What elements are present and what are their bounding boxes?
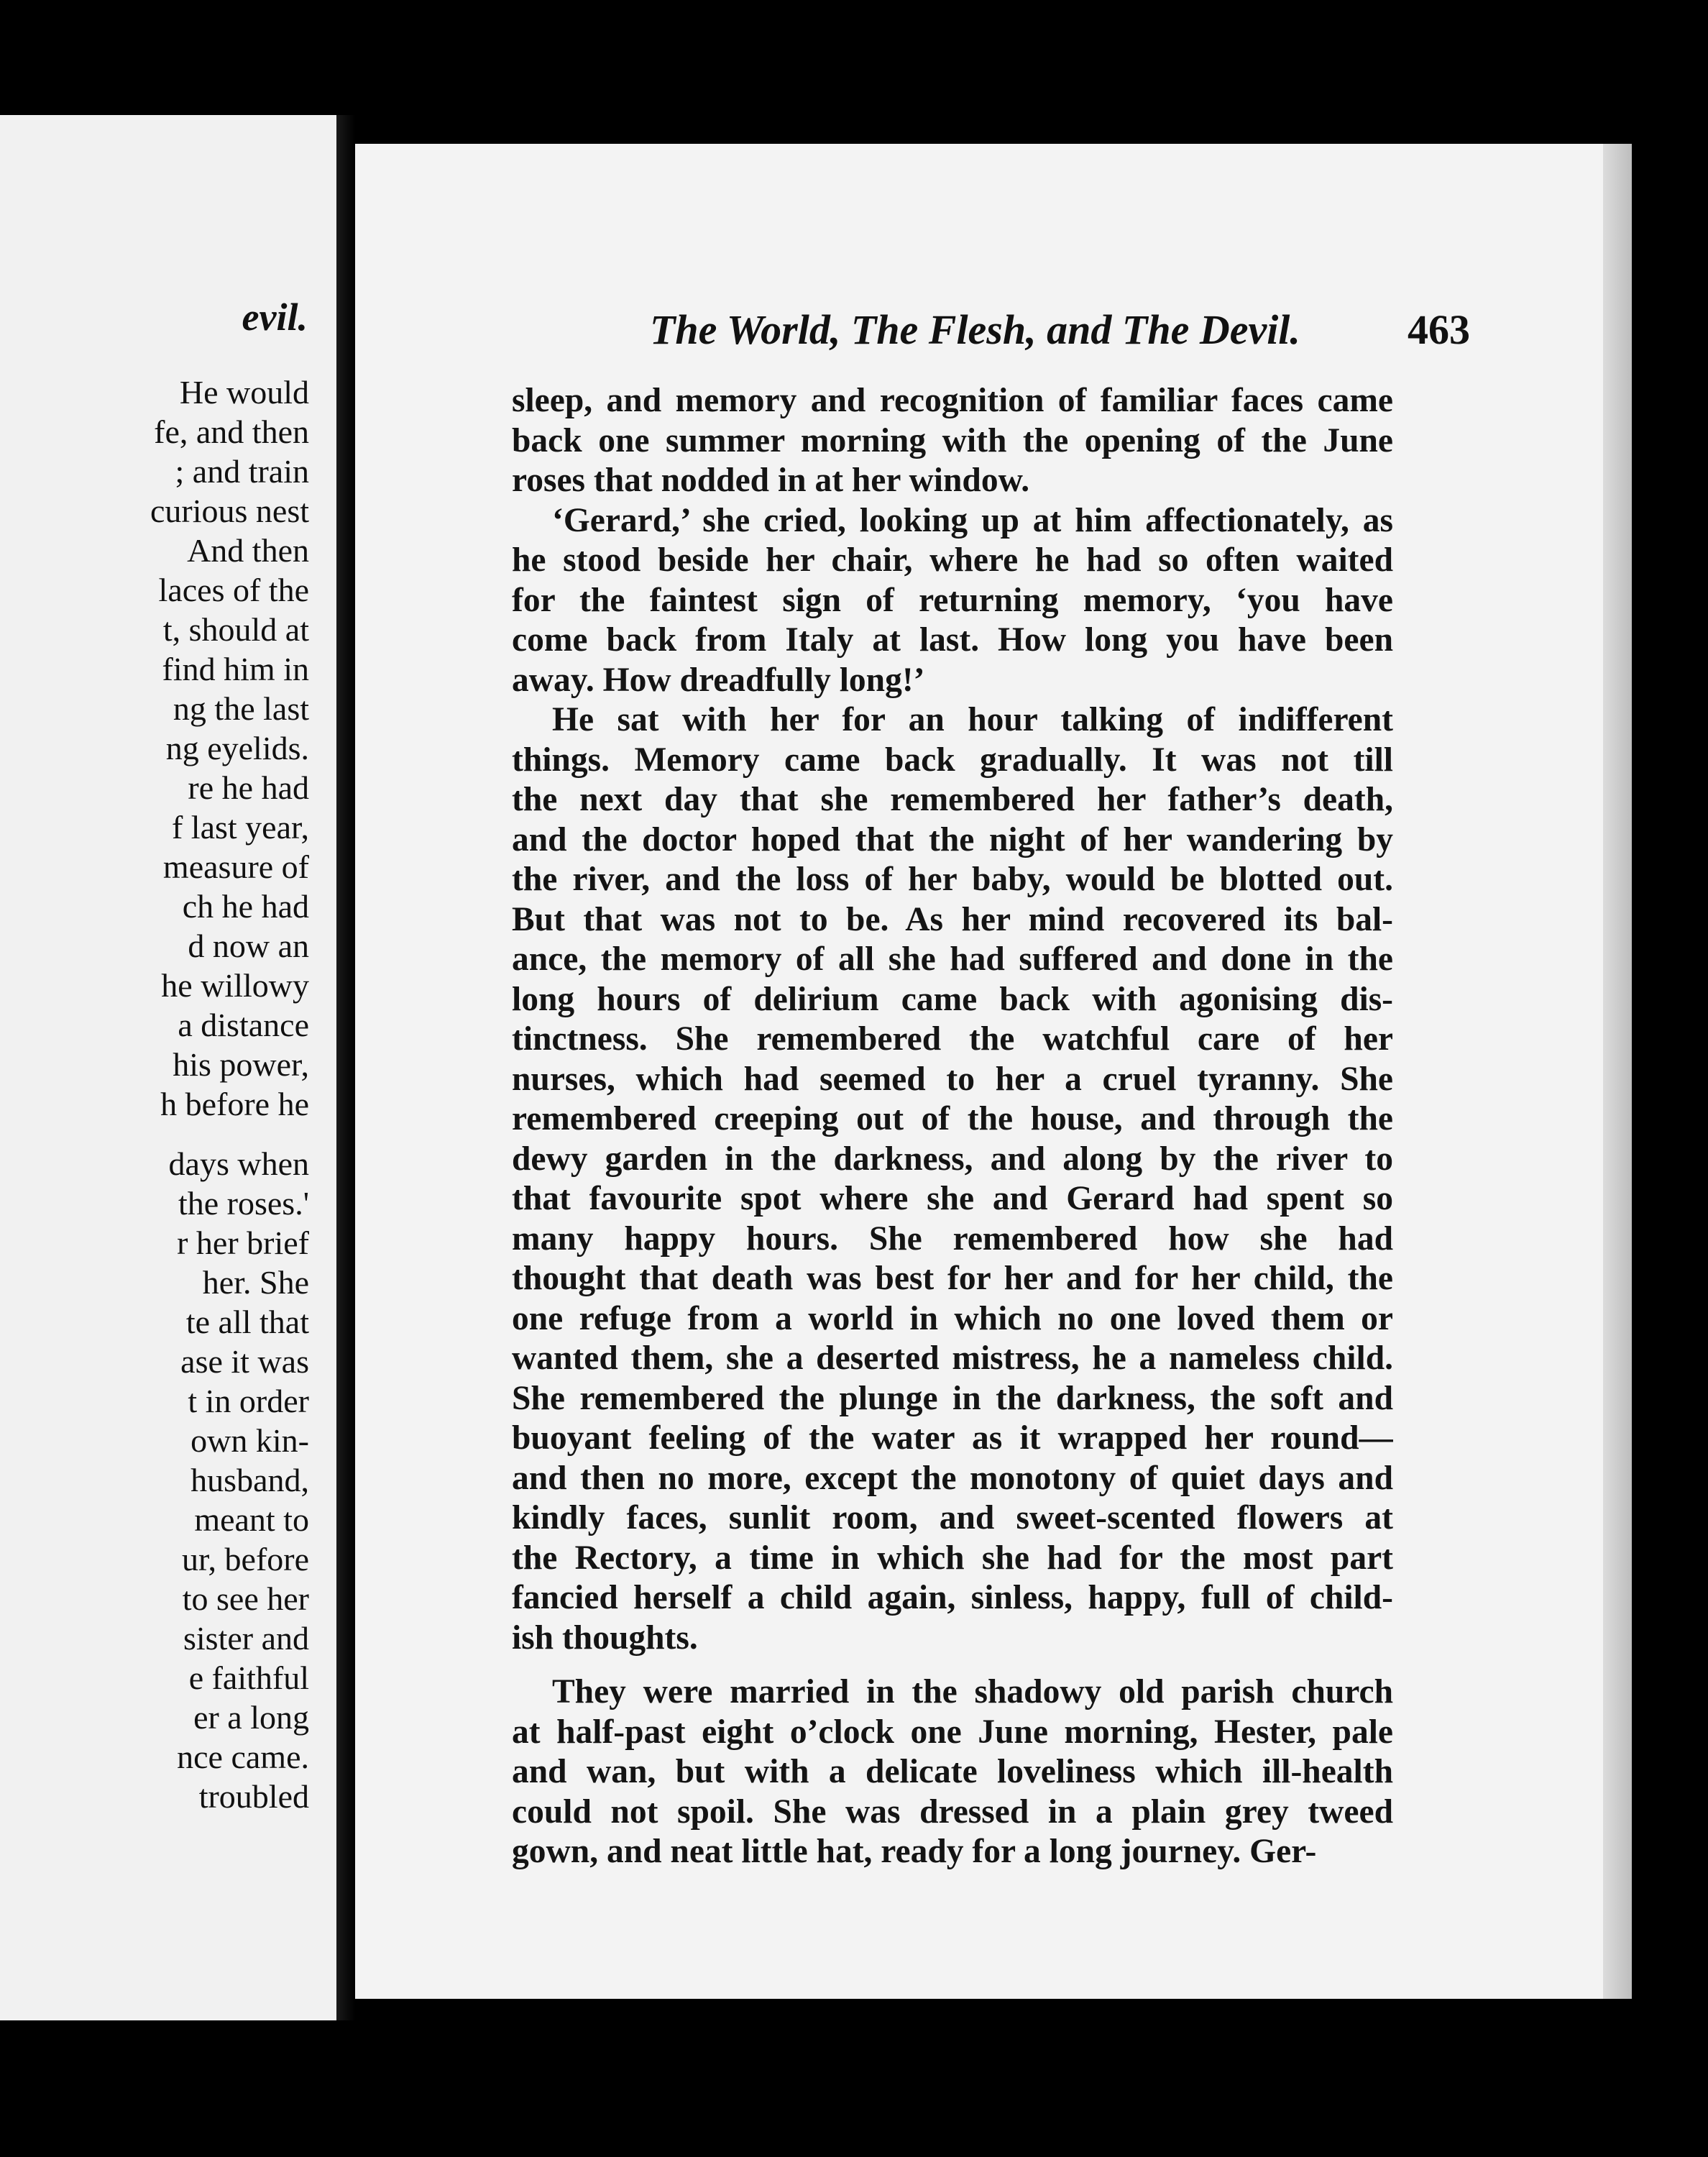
body-text	[512, 381, 1393, 1872]
text-line: tinctness. She remembered the watchful care of her	[512, 1020, 1393, 1058]
text-line: and wan, but with a delicate loveliness which ill-health	[512, 1753, 1393, 1790]
left-page-line: a distance	[178, 1007, 309, 1043]
text-line: kindly faces, sunlit room, and sweet-scented flowers at	[512, 1499, 1393, 1537]
left-page-line: husband,	[190, 1462, 309, 1498]
text-line: back one summer morning with the opening of the June	[512, 421, 1393, 459]
text-line: that favourite spot where she and Gerard had spent so	[512, 1180, 1393, 1217]
left-page-line: measure of	[162, 848, 309, 885]
paragraph	[512, 381, 1393, 501]
left-page-line: her. She	[202, 1264, 309, 1301]
left-page-line: And then	[187, 532, 309, 569]
left-page-line: er a long	[193, 1699, 309, 1736]
text-line: the next day that she remembered her father’s death,	[512, 781, 1393, 818]
left-page-line: e faithful	[188, 1659, 309, 1696]
text-line: nurses, which had seemed to her a cruel tyranny. She	[512, 1060, 1393, 1098]
text-line: fancied herself a child again, sinless, happy, full of child-	[512, 1579, 1393, 1616]
text-line: at half-past eight o’clock one June morning, Hester, pale	[512, 1713, 1393, 1751]
left-page-line: his power,	[173, 1046, 309, 1083]
left-page-line: ; and train	[175, 453, 309, 490]
text-line: ish thoughts.	[512, 1618, 698, 1657]
text-line: wanted them, she a deserted mistress, he a nameless child.	[512, 1339, 1393, 1377]
text-line: he stood beside her chair, where he had so often waited	[512, 541, 1393, 579]
left-page-line: curious nest	[150, 493, 309, 529]
left-page-line: fe, and then	[154, 413, 309, 450]
left-page-line: He would	[179, 374, 309, 411]
left-page-line: te all that	[185, 1304, 309, 1340]
text-line: ‘Gerard,’ she cried, looking up at him affectionately, as	[552, 501, 1393, 539]
left-page-line: f last year,	[171, 809, 309, 846]
left-page-line: t, should at	[162, 611, 309, 648]
left-page-line: ase it was	[180, 1343, 309, 1380]
text-line: and the doctor hoped that the night of her wandering by	[512, 820, 1393, 858]
text-line: one refuge from a world in which no one loved them or	[512, 1299, 1393, 1337]
left-page-line: d now an	[188, 928, 309, 964]
gutter	[336, 115, 355, 2020]
text-line: thought that death was best for her and for her child, the	[512, 1260, 1393, 1297]
text-line: come back from Italy at last. How long you have been	[512, 621, 1393, 659]
text-line: remembered creeping out of the house, and through the	[512, 1100, 1393, 1137]
text-line: for the faintest sign of returning memory, ‘you have	[512, 581, 1393, 619]
left-page-line: re he had	[188, 769, 309, 806]
text-line: She remembered the plunge in the darkness, the soft and	[512, 1379, 1393, 1417]
text-line: buoyant feeling of the water as it wrapped her round—	[512, 1419, 1393, 1457]
text-line: the river, and the loss of her baby, would be blotted out.	[512, 861, 1393, 898]
text-line: things. Memory came back gradually. It was not till	[512, 741, 1393, 779]
left-page-line: sister and	[183, 1620, 309, 1657]
left-page-line: laces of the	[158, 572, 309, 608]
paragraph	[512, 1672, 1393, 1872]
left-page-line: own kin-	[190, 1422, 309, 1459]
left-page-line: the roses.'	[178, 1185, 309, 1222]
left-page	[0, 115, 336, 2020]
text-line: ance, the memory of all she had suffered and done in the	[512, 940, 1393, 978]
left-page-text	[150, 372, 309, 1816]
left-page-line: find him in	[162, 651, 309, 687]
left-page-line: ng eyelids.	[165, 730, 309, 766]
left-page-line: ch he had	[182, 888, 309, 925]
left-page-line: he willowy	[161, 967, 309, 1004]
text-line: the Rectory, a time in which she had for the most part	[512, 1539, 1393, 1577]
right-page	[355, 144, 1632, 1999]
text-line: many happy hours. She remembered how she had	[512, 1219, 1393, 1258]
text-line: away. How dreadfully long!’	[512, 661, 925, 699]
left-page-line: h before he	[160, 1086, 309, 1122]
left-page-line: ur, before	[182, 1541, 309, 1577]
text-line: They were married in the shadowy old parish church	[552, 1673, 1393, 1711]
left-page-line: meant to	[194, 1501, 309, 1538]
text-line: roses that nodded in at her window.	[512, 462, 1030, 499]
running-head: The World, The Flesh, and The Devil.	[650, 306, 1300, 353]
text-line: He sat with her for an hour talking of indifferent	[552, 701, 1393, 738]
left-page-line: troubled	[198, 1778, 309, 1815]
left-page-line: r her brief	[177, 1224, 309, 1261]
left-running-head: evil.	[242, 296, 308, 339]
text-line: sleep, and memory and recognition of familiar faces came	[512, 382, 1393, 419]
paragraph	[512, 501, 1393, 701]
text-line: But that was not to be. As her mind recovered its bal-	[512, 900, 1393, 938]
page-number: 463	[1408, 306, 1470, 353]
paragraph-gap	[512, 1658, 1393, 1672]
left-page-line: t in order	[188, 1383, 309, 1419]
text-line: dewy garden in the darkness, and along by the river to	[512, 1140, 1393, 1178]
text-line: long hours of delirium came back with agonising dis-	[512, 980, 1393, 1018]
text-line: could not spoil. She was dressed in a plain grey tweed	[512, 1792, 1393, 1831]
left-page-line: nce came.	[177, 1739, 309, 1775]
page-header	[355, 306, 1632, 356]
left-page-line: ng the last	[173, 690, 309, 727]
page-edge	[1603, 144, 1632, 1999]
paragraph	[512, 700, 1393, 1658]
left-page-line: to see her	[182, 1580, 309, 1617]
text-line: and then no more, except the monotony of quiet days and	[512, 1459, 1393, 1497]
text-line: gown, and neat little hat, ready for a long journey. Ger-	[512, 1833, 1317, 1870]
left-page-line: days when	[168, 1145, 309, 1182]
